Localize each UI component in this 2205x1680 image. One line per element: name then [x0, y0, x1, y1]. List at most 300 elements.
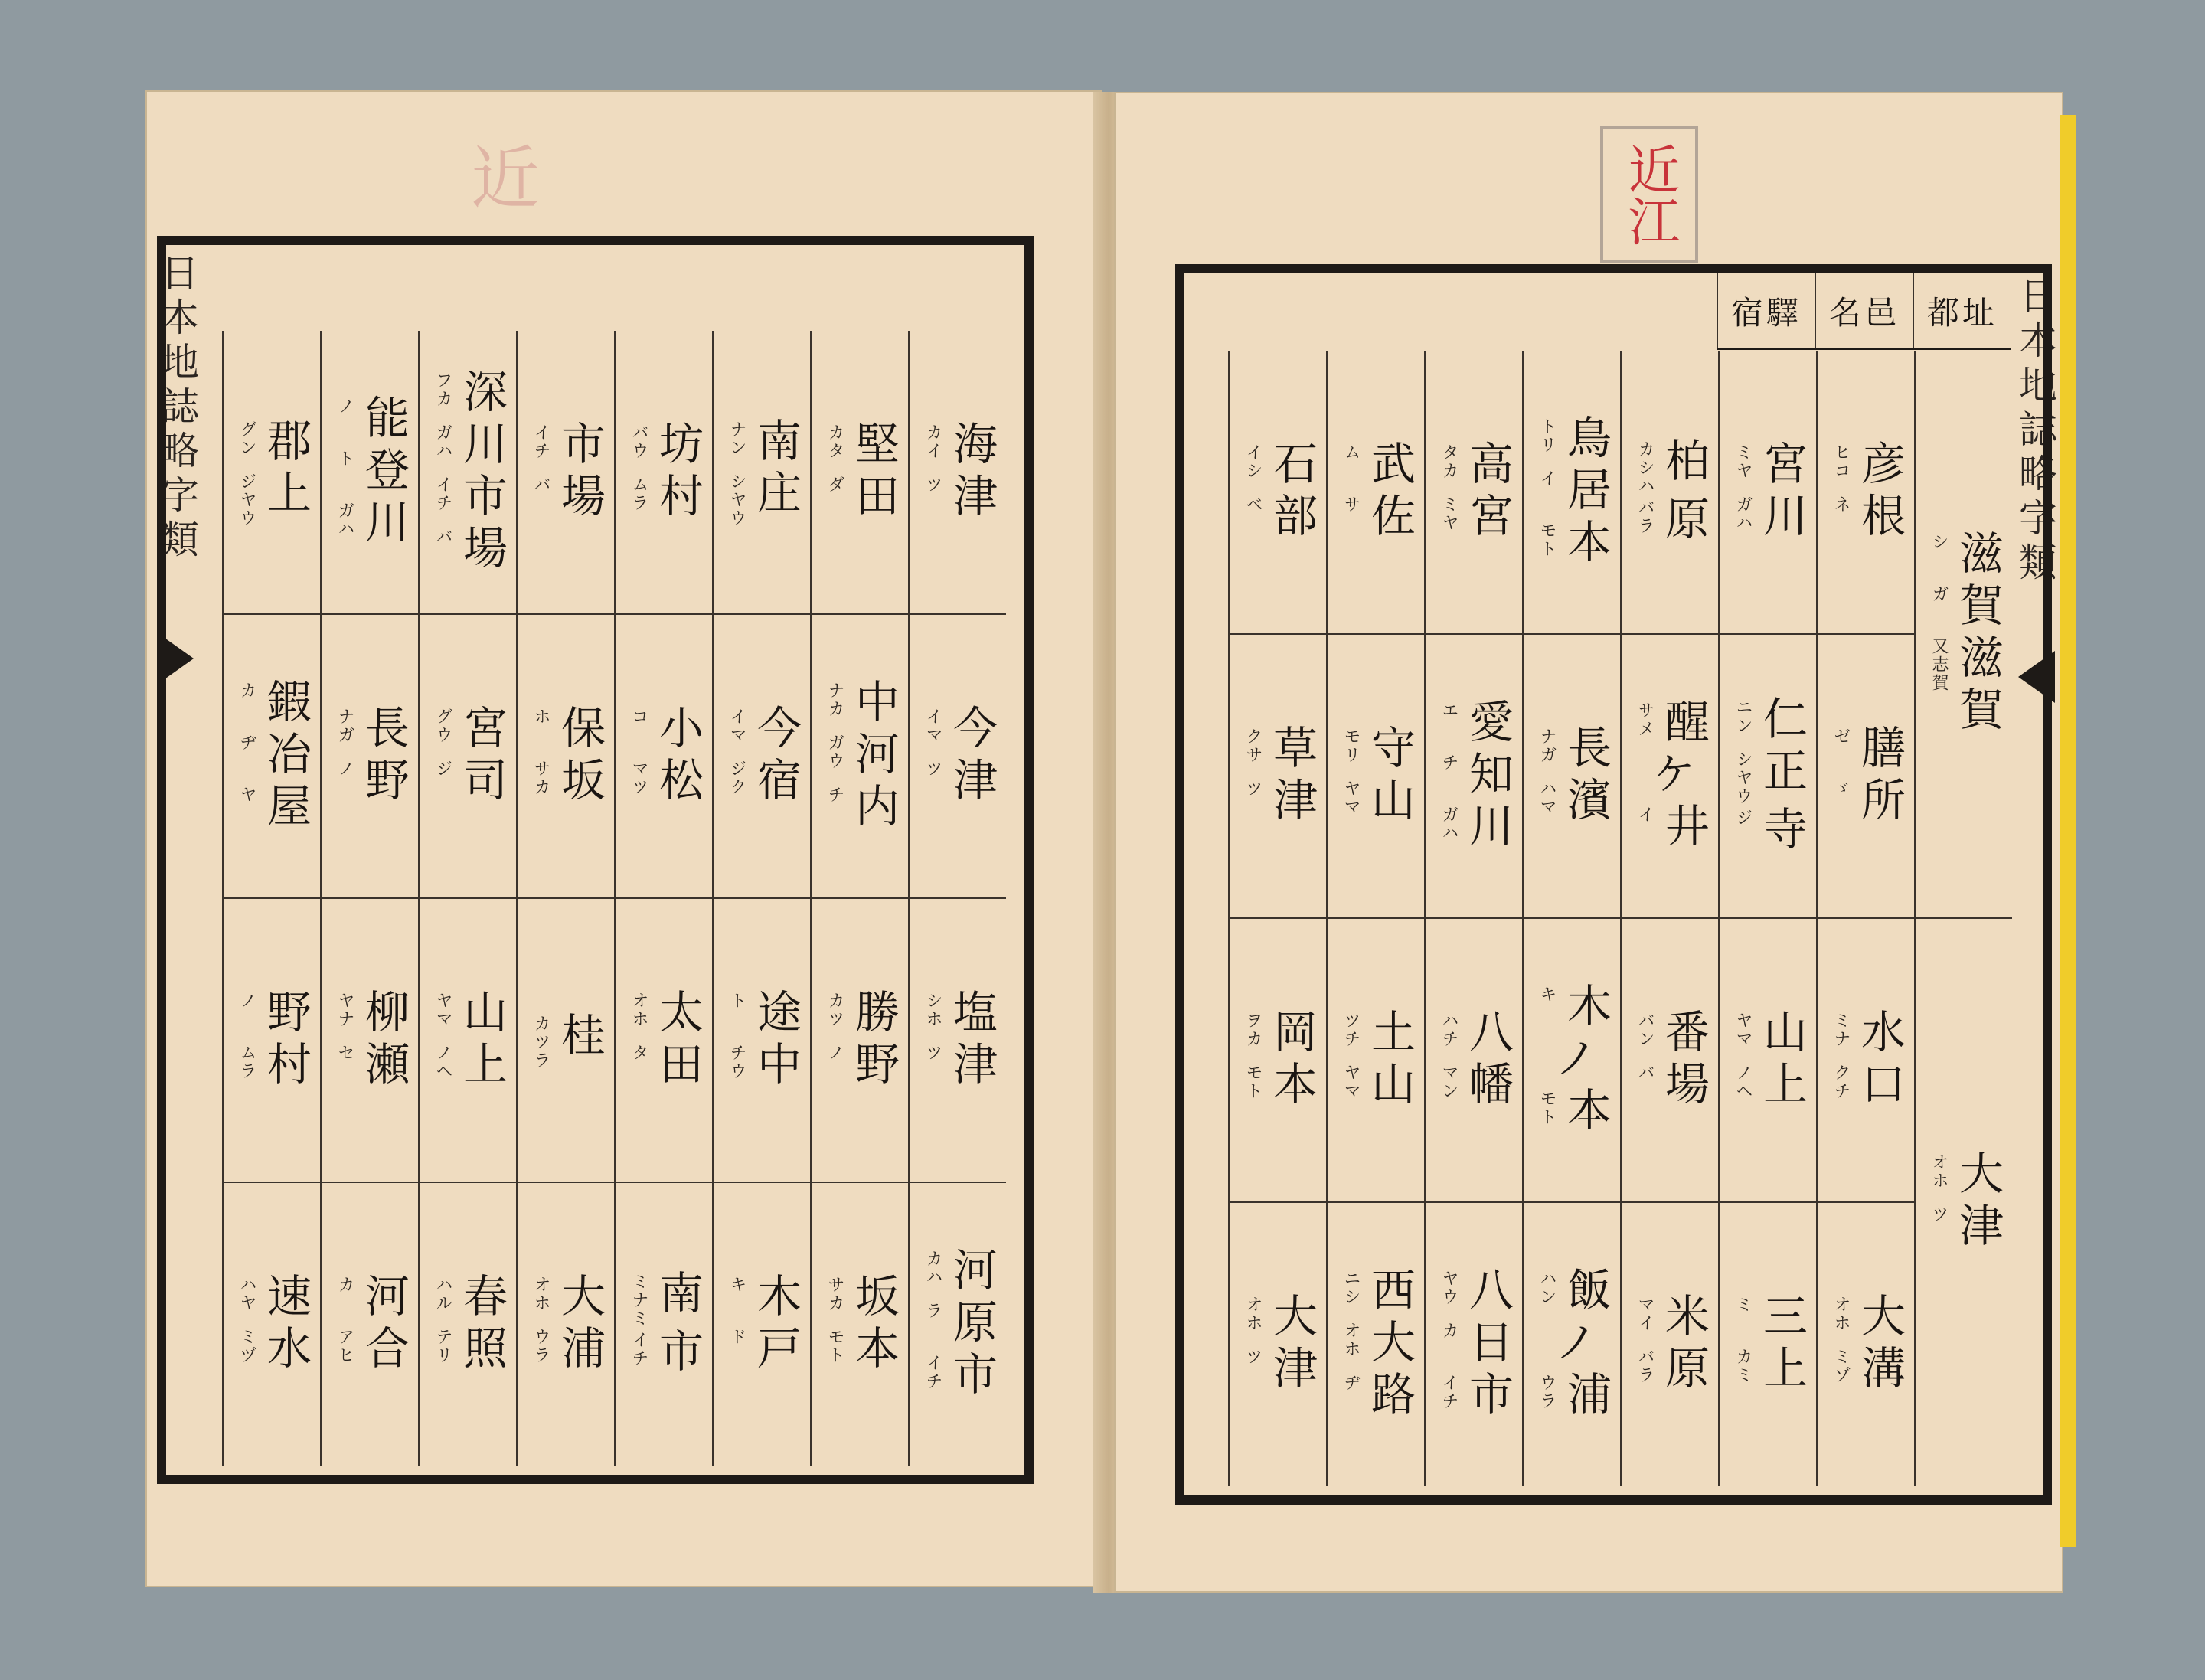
kanji-with-reading: [1437, 440, 1514, 492]
kanji-character: 所: [1853, 776, 1906, 829]
kanji-character: 西: [1363, 1266, 1416, 1319]
place-name-cell: [714, 899, 810, 1183]
kanji-with-reading: [725, 988, 802, 1041]
katakana-reading: ハン: [1537, 1269, 1557, 1306]
kanji-with-reading: [823, 420, 900, 472]
katakana-reading: ノ: [237, 991, 257, 1010]
place-name-cell: [1230, 351, 1326, 635]
kanji-with-reading: [1339, 776, 1416, 829]
kanji-character: 溝: [1853, 1344, 1906, 1397]
kanji-with-reading: [529, 1272, 606, 1325]
kanji-with-reading: [627, 1327, 704, 1380]
katakana-reading: セ: [335, 1043, 355, 1062]
katakana-reading: イシ: [1243, 443, 1263, 480]
katakana-reading: イチ: [629, 1330, 649, 1368]
kanji-with-reading: [921, 704, 998, 757]
kanji-character: 市: [553, 420, 606, 472]
place-name-cell: [1818, 635, 1914, 919]
kanji-with-reading: [627, 704, 704, 757]
kanji-with-reading: [1829, 1344, 1906, 1397]
katakana-reading: カハ: [923, 1249, 943, 1286]
kanji-with-reading: [1535, 724, 1612, 776]
kanji-with-reading: [1437, 1370, 1514, 1423]
katakana-reading: バラ: [1635, 498, 1655, 535]
kanji-with-reading: [725, 704, 802, 757]
kanji-with-reading: [1731, 805, 1808, 858]
place-name-cell: [1622, 1203, 1718, 1486]
katakana-reading: カツ: [825, 991, 845, 1028]
kanji-with-reading: [235, 417, 312, 469]
place-name-cell: [910, 1183, 1006, 1466]
right-page-column: [1620, 351, 1718, 1486]
place-name-cell: [616, 1183, 712, 1466]
kanji-character: 田: [651, 1040, 704, 1093]
kanji-character: 長: [1559, 724, 1612, 776]
katakana-reading: サカ: [531, 759, 551, 796]
kanji-character: 滋賀: [1951, 634, 2004, 738]
place-name-cell: [224, 615, 320, 899]
katakana-reading: ハチ: [1439, 1011, 1459, 1048]
kanji-character: 高: [1461, 440, 1514, 492]
katakana-reading: マン: [1439, 1063, 1459, 1100]
kanji-character: 市: [651, 1327, 704, 1380]
place-name-cell: [1230, 919, 1326, 1203]
kanji-with-reading: [1339, 724, 1416, 776]
kanji-with-reading: [529, 1324, 606, 1377]
katakana-reading: モリ: [1341, 727, 1361, 764]
kanji-character: 市: [1461, 1370, 1514, 1423]
katakana-reading: ナガ: [1537, 727, 1557, 764]
kanji-character: 長: [357, 704, 410, 757]
katakana-reading: ノ: [825, 1043, 845, 1062]
katakana-reading: サメ: [1635, 701, 1655, 738]
katakana-reading: ノ: [335, 759, 355, 778]
place-name-cell: [1328, 1203, 1424, 1486]
kanji-character: 番: [1657, 1008, 1710, 1061]
katakana-reading: ガウ: [825, 733, 845, 770]
katakana-reading: ツ: [1243, 779, 1263, 798]
section-header: 都址: [1913, 273, 2011, 350]
kanji-with-reading: [823, 1272, 900, 1325]
right-page-column: [1228, 351, 1326, 1486]
kanji-character: 速: [259, 1272, 312, 1325]
place-name-cell: [518, 615, 614, 899]
katakana-reading: モト: [825, 1327, 845, 1365]
katakana-reading: ヤマ: [1733, 1011, 1753, 1048]
katakana-reading: ツ: [923, 1043, 943, 1062]
katakana-reading: オホ: [1929, 1153, 1949, 1190]
katakana-reading: ウラ: [1537, 1373, 1557, 1410]
katakana-reading: ヤ: [237, 785, 257, 804]
katakana-reading: ラ: [923, 1301, 943, 1320]
kanji-with-reading: [333, 1040, 410, 1093]
katakana-reading: ハヤ: [237, 1275, 257, 1312]
faded-stamp: 近: [471, 139, 540, 219]
kanji-with-reading: [235, 1324, 312, 1377]
kanji-with-reading: [1731, 695, 1808, 747]
kanji-with-reading: [235, 1272, 312, 1325]
left-page-column: [614, 331, 712, 1466]
katakana-reading: シヤウ: [727, 472, 747, 528]
right-page-column: [1326, 351, 1424, 1486]
katakana-reading: オホ: [531, 1275, 551, 1312]
katakana-reading: ガハ: [1733, 495, 1753, 532]
kanji-with-reading: [1437, 492, 1514, 544]
place-name-cell: [1720, 635, 1816, 919]
katakana-reading: ホ: [531, 707, 551, 726]
katakana-reading: オホ: [1831, 1295, 1851, 1332]
kanji-with-reading: [627, 420, 704, 472]
place-name-cell: [616, 615, 712, 899]
kanji-with-reading: [1339, 1060, 1416, 1113]
kanji-character: 川: [357, 498, 410, 551]
katakana-reading: イ: [1635, 805, 1655, 824]
place-name-cell: [1916, 351, 2012, 919]
kanji-character: 上: [259, 469, 312, 521]
kanji-with-reading: [1339, 1370, 1416, 1423]
kanji-with-reading: [1927, 1150, 2004, 1202]
kanji-character: 口: [1853, 1060, 1906, 1113]
kanji-character: 濱: [1559, 776, 1612, 829]
katakana-reading: シホ: [923, 991, 943, 1028]
katakana-reading: バラ: [1635, 1347, 1655, 1384]
kanji-with-reading: [627, 1040, 704, 1093]
katakana-reading: ミナミ: [629, 1272, 649, 1328]
kanji-character: 太: [651, 988, 704, 1041]
kanji-with-reading: [725, 1324, 802, 1377]
kanji-with-reading: [921, 1040, 998, 1093]
katakana-reading: ジヤウ: [237, 472, 257, 528]
kanji-character: 柏: [1657, 436, 1710, 489]
kanji-character: 津: [1265, 1344, 1318, 1397]
kanji-with-reading: [921, 1350, 998, 1403]
kanji-character: 途: [749, 988, 802, 1041]
kanji-character: 石: [1265, 440, 1318, 492]
kanji-character: 宮: [455, 704, 508, 757]
katakana-reading: コ: [629, 707, 649, 726]
left-fishtail-marker: [157, 632, 194, 685]
kanji-with-reading: [921, 756, 998, 809]
katakana-reading: グウ: [433, 707, 453, 744]
place-name-cell: [1426, 919, 1522, 1203]
katakana-reading: モト: [1537, 1089, 1557, 1126]
kanji-with-reading: [1535, 1266, 1612, 1319]
kanji-with-reading: [1731, 1008, 1808, 1061]
kanji-character: 合: [357, 1324, 410, 1377]
kanji-with-reading: [1339, 1266, 1416, 1319]
red-seal-stamp: 近江: [1600, 126, 1698, 263]
kanji-character: 川: [1461, 802, 1514, 855]
katakana-reading: ハル: [433, 1275, 453, 1312]
kanji-character: 本: [847, 1324, 900, 1377]
kanji-with-reading: [1633, 1008, 1710, 1061]
kanji-with-reading: [431, 1272, 508, 1325]
kanji-character: 津: [945, 756, 998, 809]
kanji-with-reading: [823, 782, 900, 835]
kanji-with-reading: [1829, 1060, 1906, 1113]
katakana-reading: バン: [1635, 1011, 1655, 1048]
katakana-reading: ヒコ: [1831, 443, 1851, 480]
kanji-with-reading: [1829, 1008, 1906, 1061]
kanji-with-reading: [1339, 1008, 1416, 1061]
left-page-column: [418, 331, 516, 1466]
kanji-with-reading: [1241, 776, 1318, 829]
kanji-with-reading: [1535, 1086, 1612, 1139]
kanji-with-reading: [529, 704, 606, 757]
kanji-character: ノ: [1546, 1318, 1599, 1371]
kanji-with-reading: [1339, 1318, 1416, 1371]
kanji-character: 市: [455, 472, 508, 525]
katakana-reading: バウ: [629, 423, 649, 460]
katakana-reading: イマ: [923, 707, 943, 744]
kanji-character: 大: [1853, 1292, 1906, 1345]
right-header-row: [1717, 273, 2011, 350]
katakana-reading: ナン: [727, 420, 747, 457]
kanji-character: 深: [455, 368, 508, 420]
katakana-reading: フカ: [433, 371, 453, 408]
katakana-reading: ト: [335, 449, 355, 468]
kanji-character: 河: [847, 730, 900, 783]
kanji-character: 津: [945, 472, 998, 525]
kanji-with-reading: [333, 394, 410, 446]
katakana-reading: テリ: [433, 1327, 453, 1365]
kanji-character: 飯: [1559, 1266, 1612, 1319]
kanji-character: 保: [553, 704, 606, 757]
katakana-reading: ミ: [1733, 1295, 1753, 1314]
kanji-character: 知: [1461, 750, 1514, 802]
kanji-character: 大: [553, 1272, 606, 1325]
kanji-with-reading: [1633, 1292, 1710, 1345]
kanji-with-reading: [823, 678, 900, 731]
kanji-character: 根: [1853, 492, 1906, 544]
kanji-character: 春: [455, 1272, 508, 1325]
kanji-with-reading: [725, 417, 802, 469]
katakana-reading: ヂ: [1341, 1373, 1361, 1392]
place-name-cell: [1230, 635, 1326, 919]
kanji-character: 宮: [1461, 492, 1514, 544]
katakana-reading: ツチ: [1341, 1011, 1361, 1048]
place-name-cell: [812, 899, 908, 1183]
kanji-with-reading: [1535, 466, 1612, 518]
katakana-reading: バ: [433, 527, 453, 546]
kanji-with-reading: [921, 988, 998, 1041]
katakana-reading: イチ: [923, 1353, 943, 1391]
kanji-with-reading: [1633, 1344, 1710, 1397]
kanji-character: 岡: [1265, 1008, 1318, 1061]
kanji-character: 柳: [357, 988, 410, 1041]
kanji-character: 上: [1755, 1060, 1808, 1113]
kanji-character: 野: [259, 988, 312, 1041]
kanji-with-reading: [823, 1324, 900, 1377]
katakana-reading: トリ: [1537, 417, 1557, 454]
kanji-character: 上: [1755, 1344, 1808, 1397]
place-name-cell: [1524, 1203, 1620, 1486]
kanji-character: 場: [455, 524, 508, 577]
kanji-character: 川: [455, 420, 508, 472]
kanji-character: 彦: [1853, 440, 1906, 492]
kanji-character: 土: [1363, 1008, 1416, 1061]
katakana-reading: イ: [1537, 469, 1557, 488]
kanji-with-reading: [333, 1324, 410, 1377]
place-name-cell: [616, 331, 712, 615]
place-name-cell: [812, 331, 908, 615]
right-page-column: [1718, 351, 1816, 1486]
katakana-reading: ヤマ: [433, 991, 453, 1028]
kanji-character: 草: [1265, 724, 1318, 776]
kanji-character: 今: [749, 704, 802, 757]
kanji-with-reading: [1633, 698, 1710, 750]
kanji-with-reading: [627, 472, 704, 525]
katakana-reading: モト: [1243, 1063, 1263, 1100]
place-name-cell: [518, 331, 614, 615]
kanji-character: 鍜: [259, 678, 312, 731]
katakana-reading: タカ: [1439, 443, 1459, 480]
kanji-with-reading: [921, 1246, 998, 1299]
kanji-character: 滋: [1951, 530, 2004, 582]
katakana-reading: カ: [237, 681, 257, 700]
place-name-cell: [420, 1183, 516, 1466]
kanji-character: 浦: [553, 1324, 606, 1377]
kanji-character: 能: [357, 394, 410, 446]
place-name-cell: [1916, 919, 2012, 1486]
right-page-column: [1914, 351, 2012, 1486]
kanji-with-reading: [725, 1272, 802, 1325]
place-name-cell: [1818, 351, 1914, 635]
place-name-cell: [518, 899, 614, 1183]
kanji-character: 武: [1363, 440, 1416, 492]
kanji-with-reading: [1241, 724, 1318, 776]
katakana-reading: エ: [1439, 701, 1459, 720]
kanji-with-reading: [1535, 413, 1612, 466]
kanji-character: 大: [1265, 1292, 1318, 1345]
kanji-with-reading: [627, 1269, 704, 1328]
kanji-character: 膳: [1853, 724, 1906, 776]
left-column-grid: [222, 331, 1006, 1466]
kanji-with-reading: [1731, 492, 1808, 544]
kanji-with-reading: [1731, 1060, 1808, 1113]
kanji-with-reading: [431, 756, 508, 809]
kanji-character: 鳥: [1559, 413, 1612, 466]
katakana-reading: チ: [825, 785, 845, 804]
kanji-with-reading: [1339, 492, 1416, 544]
katakana-reading: カミ: [1733, 1347, 1753, 1384]
katakana-reading: ニン: [1733, 698, 1753, 735]
kanji-character: 今: [945, 704, 998, 757]
right-page-column: [1424, 351, 1522, 1486]
kanji-character: 本: [1559, 518, 1612, 570]
kanji-character: 松: [651, 756, 704, 809]
kanji-with-reading: [431, 704, 508, 757]
katakana-reading: ガハ: [1439, 805, 1459, 842]
place-name-cell: [224, 331, 320, 615]
kanji-character: 山: [455, 988, 508, 1041]
katakana-reading: ゼ: [1831, 727, 1851, 746]
place-name-cell: [322, 615, 418, 899]
kanji-with-reading: [1535, 1370, 1612, 1423]
place-name-cell: [812, 1183, 908, 1466]
kanji-character: 野: [357, 756, 410, 809]
kanji-character: 南: [749, 417, 802, 469]
kanji-with-reading: [1437, 1008, 1514, 1061]
kanji-with-reading: [1731, 747, 1808, 806]
katakana-reading: ムラ: [237, 1043, 257, 1080]
kanji-with-reading: [431, 420, 508, 472]
kanji-character: 場: [1657, 1060, 1710, 1113]
kanji-with-reading: [1829, 724, 1906, 776]
left-page-column: [712, 331, 810, 1466]
place-name-cell: [1328, 635, 1424, 919]
kanji-with-reading: [1633, 436, 1710, 495]
kanji-with-reading: [1241, 1060, 1318, 1113]
kanji-with-reading: [431, 1324, 508, 1377]
katakana-reading: イマ: [727, 707, 747, 744]
left-page-column: [516, 331, 614, 1466]
kanji-with-reading: [1927, 1202, 2004, 1254]
kanji-character: 郡: [259, 417, 312, 469]
kanji-character: 津: [1951, 1202, 2004, 1254]
kanji-with-reading: [1829, 1292, 1906, 1345]
kanji-character: 小: [651, 704, 704, 757]
section-header: 名邑: [1815, 273, 1913, 350]
kanji-character: 津: [945, 1040, 998, 1093]
kanji-with-reading: [529, 420, 606, 472]
kanji-with-reading: [1241, 492, 1318, 544]
right-column-grid: [1228, 351, 2012, 1486]
kanji-character: 水: [259, 1324, 312, 1377]
kanji-character: 賀: [1951, 582, 2004, 634]
place-name-cell: [322, 331, 418, 615]
kanji-character: ノ: [1546, 1034, 1599, 1087]
kanji-with-reading: [921, 420, 998, 472]
katakana-reading: ニシ: [1341, 1269, 1361, 1306]
kanji-with-reading: [1241, 1292, 1318, 1345]
kanji-character: 津: [1265, 776, 1318, 829]
katakana-reading: カ: [1439, 1321, 1459, 1340]
kanji-with-reading: [1731, 1344, 1808, 1397]
kanji-with-reading: [1731, 440, 1808, 492]
kanji-with-reading: [529, 756, 606, 809]
katakana-reading: クチ: [1831, 1063, 1851, 1100]
place-name-cell: [420, 331, 516, 615]
katakana-reading: キ: [727, 1275, 747, 1294]
katakana-reading: ジ: [1733, 808, 1753, 827]
kanji-character: 山: [1363, 1060, 1416, 1113]
kanji-with-reading: [1829, 492, 1906, 544]
kanji-character: 登: [357, 446, 410, 498]
kanji-with-reading: [333, 1272, 410, 1325]
katakana-reading: ハマ: [1537, 779, 1557, 816]
kanji-character: 市: [945, 1350, 998, 1403]
katakana-reading: ヤナ: [335, 991, 355, 1028]
kanji-with-reading: [823, 988, 900, 1041]
section-header: 宿驛: [1717, 273, 1815, 350]
katakana-reading: イチ: [433, 475, 453, 512]
katakana-reading: グン: [237, 420, 257, 457]
kanji-with-reading: [1437, 1060, 1514, 1113]
kanji-character: 八: [1461, 1008, 1514, 1061]
katakana-reading: ダ: [825, 475, 845, 494]
katakana-reading: ミヅ: [237, 1327, 257, 1365]
katakana-reading: ムラ: [629, 475, 649, 512]
kanji-character: 塩: [945, 988, 998, 1041]
katakana-reading: ガハ: [335, 501, 355, 538]
kanji-character: 原: [945, 1298, 998, 1351]
kanji-with-reading: [235, 678, 312, 731]
place-name-cell: [1524, 351, 1620, 635]
kanji-with-reading: [235, 469, 312, 528]
kanji-character: 三: [1755, 1292, 1808, 1345]
kanji-with-reading: [725, 1040, 802, 1093]
